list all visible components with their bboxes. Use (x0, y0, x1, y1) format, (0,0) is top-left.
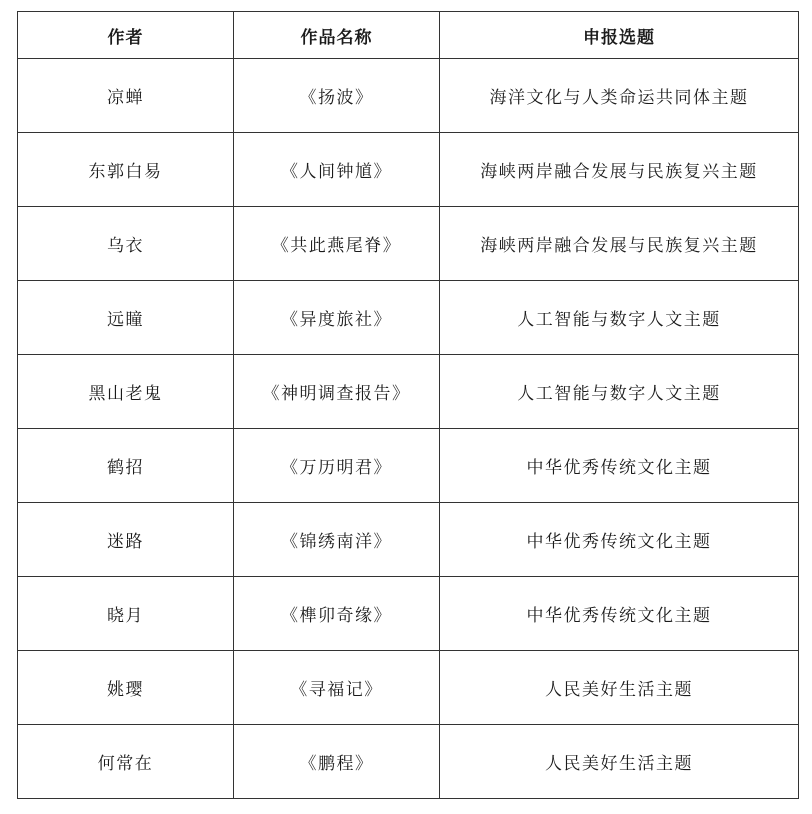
table-row (18, 725, 799, 799)
cell-author: 乌衣 (18, 207, 234, 281)
cell-topic: 中华优秀传统文化主题 (440, 503, 799, 577)
cell-author: 何常在 (18, 725, 234, 799)
cell-author: 姚璎 (18, 651, 234, 725)
cell-work-title: 《榫卯奇缘》 (234, 577, 440, 651)
cell-work-title: 《鹏程》 (234, 725, 440, 799)
table-header (18, 12, 799, 59)
table-row (18, 651, 799, 725)
table-row (18, 577, 799, 651)
cell-topic: 海峡两岸融合发展与民族复兴主题 (440, 133, 799, 207)
table-body (18, 59, 799, 799)
cell-work-title: 《异度旅社》 (234, 281, 440, 355)
table-row (18, 281, 799, 355)
cell-topic: 中华优秀传统文化主题 (440, 429, 799, 503)
header-topic: 申报选题 (440, 12, 799, 59)
table-row (18, 429, 799, 503)
cell-work-title: 《寻福记》 (234, 651, 440, 725)
cell-topic: 人工智能与数字人文主题 (440, 281, 799, 355)
table-row (18, 355, 799, 429)
cell-author: 东郭白易 (18, 133, 234, 207)
cell-author: 远瞳 (18, 281, 234, 355)
cell-author: 黑山老鬼 (18, 355, 234, 429)
cell-author: 迷路 (18, 503, 234, 577)
table-row (18, 59, 799, 133)
cell-topic: 人工智能与数字人文主题 (440, 355, 799, 429)
cell-topic: 中华优秀传统文化主题 (440, 577, 799, 651)
cell-topic: 人民美好生活主题 (440, 651, 799, 725)
cell-work-title: 《神明调查报告》 (234, 355, 440, 429)
table-row (18, 503, 799, 577)
cell-work-title: 《锦绣南洋》 (234, 503, 440, 577)
header-author: 作者 (18, 12, 234, 59)
table-row (18, 207, 799, 281)
cell-topic: 海洋文化与人类命运共同体主题 (440, 59, 799, 133)
cell-author: 鹤招 (18, 429, 234, 503)
works-table (17, 11, 799, 799)
header-work-title: 作品名称 (234, 12, 440, 59)
cell-author: 凉蝉 (18, 59, 234, 133)
header-row (18, 12, 799, 59)
cell-author: 晓月 (18, 577, 234, 651)
cell-work-title: 《万历明君》 (234, 429, 440, 503)
cell-work-title: 《人间钟馗》 (234, 133, 440, 207)
cell-topic: 海峡两岸融合发展与民族复兴主题 (440, 207, 799, 281)
works-table-container (17, 11, 798, 799)
cell-work-title: 《扬波》 (234, 59, 440, 133)
cell-work-title: 《共此燕尾脊》 (234, 207, 440, 281)
table-row (18, 133, 799, 207)
cell-topic: 人民美好生活主题 (440, 725, 799, 799)
